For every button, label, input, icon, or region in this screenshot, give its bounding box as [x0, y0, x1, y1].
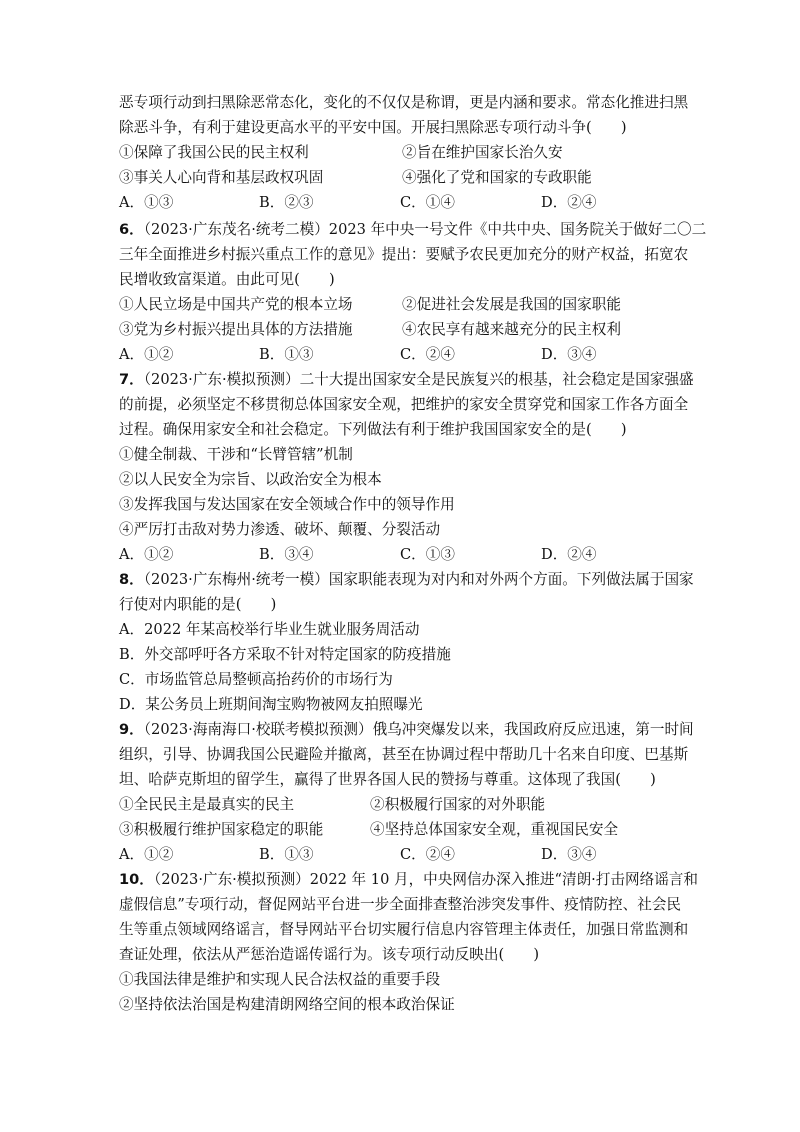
stem-line: 坦、哈萨克斯坦的留学生，赢得了世界各国人民的赞扬与尊重。这体现了我国( ) — [119, 771, 656, 788]
choice-c: C．②④ — [400, 346, 455, 363]
choice-a: A．2022 年某高校举行毕业生就业服务周活动 — [119, 621, 420, 638]
choice-d: D．②④ — [541, 546, 597, 563]
stem-line: 恶专项行动到扫黑除恶常态化，变化的不仅仅是称谓，更是内涵和要求。常态化推进扫黑 — [119, 94, 689, 111]
statement-2: ②旨在维护国家长治久安 — [402, 144, 563, 161]
statement-1: ①保障了我国公民的民主权利 — [119, 144, 309, 161]
stem-line: 9．（2023·海南海口·校联考模拟预测）俄乌冲突爆发以来，我国政府反应迅速，第一时间 — [119, 721, 694, 738]
choice-a: A．①② — [119, 546, 174, 563]
statement-2: ②坚持依法治国是构建清朗网络空间的根本政治保证 — [119, 996, 455, 1013]
stem-line: 的前提，必须坚定不移贯彻总体国家安全观，把维护的家安全贯穿党和国家工作各方面全 — [119, 396, 689, 413]
choice-c: C．①③ — [400, 546, 455, 563]
choice-d: D．某公务员上班期间淘宝购物被网友拍照曝光 — [119, 696, 423, 713]
choice-d: D．②④ — [541, 194, 597, 211]
statement-3: ③发挥我国与发达国家在安全领域合作中的领导作用 — [119, 496, 455, 513]
stem-line: 8．（2023·广东梅州·统考一模）国家职能表现为对内和对外两个方面。下列做法属于国家 — [119, 571, 694, 588]
choice-b: B．③④ — [259, 546, 314, 563]
choice-c: C．市场监管总局整顿高抬药价的市场行为 — [119, 671, 393, 688]
choice-d: D．③④ — [541, 846, 597, 863]
stem-line: 7．（2023·广东·模拟预测）二十大提出国家安全是民族复兴的根基，社会稳定是国家强盛 — [119, 371, 694, 388]
choice-a: A．①③ — [119, 194, 174, 211]
choice-b: B．②③ — [259, 194, 314, 211]
choice-b: B．①③ — [259, 346, 314, 363]
stem-line: 6．（2023·广东茂名·统考二模）2023 年中央一号文件《中共中央、国务院关于做好二〇二 — [119, 221, 707, 238]
statement-2: ②以人民安全为宗旨、以政治安全为根本 — [119, 471, 382, 488]
statement-1: ①人民立场是中国共产党的根本立场 — [119, 296, 353, 313]
statement-3: ③事关人心向背和基层政权巩固 — [119, 169, 324, 186]
statement-3: ③党为乡村振兴提出具体的方法措施 — [119, 321, 353, 338]
question-number: 8． — [119, 571, 144, 588]
stem-line: 组织，引导、协调我国公民避险并撤离，甚至在协调过程中帮助几十名来自印度、巴基斯 — [119, 746, 689, 763]
statement-4: ④农民享有越来越充分的民主权利 — [402, 321, 621, 338]
question-number: 6． — [119, 221, 144, 238]
statement-1: ①我国法律是维护和实现人民合法权益的重要手段 — [119, 971, 441, 988]
stem-line: 行使对内职能的是( ) — [119, 596, 277, 613]
statement-4: ④强化了党和国家的专政职能 — [402, 169, 592, 186]
statement-2: ②促进社会发展是我国的国家职能 — [402, 296, 621, 313]
stem-line: 查证处理，依法从严惩治造谣传谣行为。该专项行动反映出( ) — [119, 946, 540, 963]
stem-line: 10．（2023·广东·模拟预测）2022 年 10 月，中央网信办深入推进“清朗·打击网络谣言和 — [119, 871, 698, 888]
stem-line: 三年全面推进乡村振兴重点工作的意见》提出：要赋予农民更加充分的财产权益，拓宽农 — [119, 246, 689, 263]
choice-a: A．①② — [119, 346, 174, 363]
statement-1: ①健全制裁、干涉和“长臂管辖”机制 — [119, 446, 353, 463]
statement-1: ①全民民主是最真实的民主 — [119, 796, 295, 813]
statement-3: ③积极履行维护国家稳定的职能 — [119, 821, 324, 838]
choice-a: A．①② — [119, 846, 174, 863]
stem-line: 除恶斗争，有利于建设更高水平的平安中国。开展扫黑除恶专项行动斗争( ) — [119, 119, 627, 136]
choice-d: D．③④ — [541, 346, 597, 363]
question-number: 7． — [119, 371, 144, 388]
question-number: 10． — [119, 871, 154, 888]
stem-line: 生等重点领域网络谣言，督导网站平台切实履行信息内容管理主体责任，加强日常监测和 — [119, 921, 689, 938]
statement-4: ④严厉打击敌对势力渗透、破坏、颠覆、分裂活动 — [119, 521, 441, 538]
stem-line: 民增收致富渠道。由此可见( ) — [119, 271, 335, 288]
choice-b: B．外交部呼吁各方采取不针对特定国家的防疫措施 — [119, 646, 451, 663]
question-number: 9． — [119, 721, 144, 738]
statement-4: ④坚持总体国家安全观，重视国民安全 — [370, 821, 619, 838]
choice-c: C．②④ — [400, 846, 455, 863]
choice-c: C．①④ — [400, 194, 455, 211]
choice-b: B．①③ — [259, 846, 314, 863]
stem-line: 过程。确保用家安全和社会稳定。下列做法有利于维护我国国家安全的是( ) — [119, 421, 627, 438]
stem-line: 虚假信息”专项行动，督促网站平台进一步全面排查整治涉突发事件、疫情防控、社会民 — [119, 896, 682, 913]
statement-2: ②积极履行国家的对外职能 — [370, 796, 546, 813]
